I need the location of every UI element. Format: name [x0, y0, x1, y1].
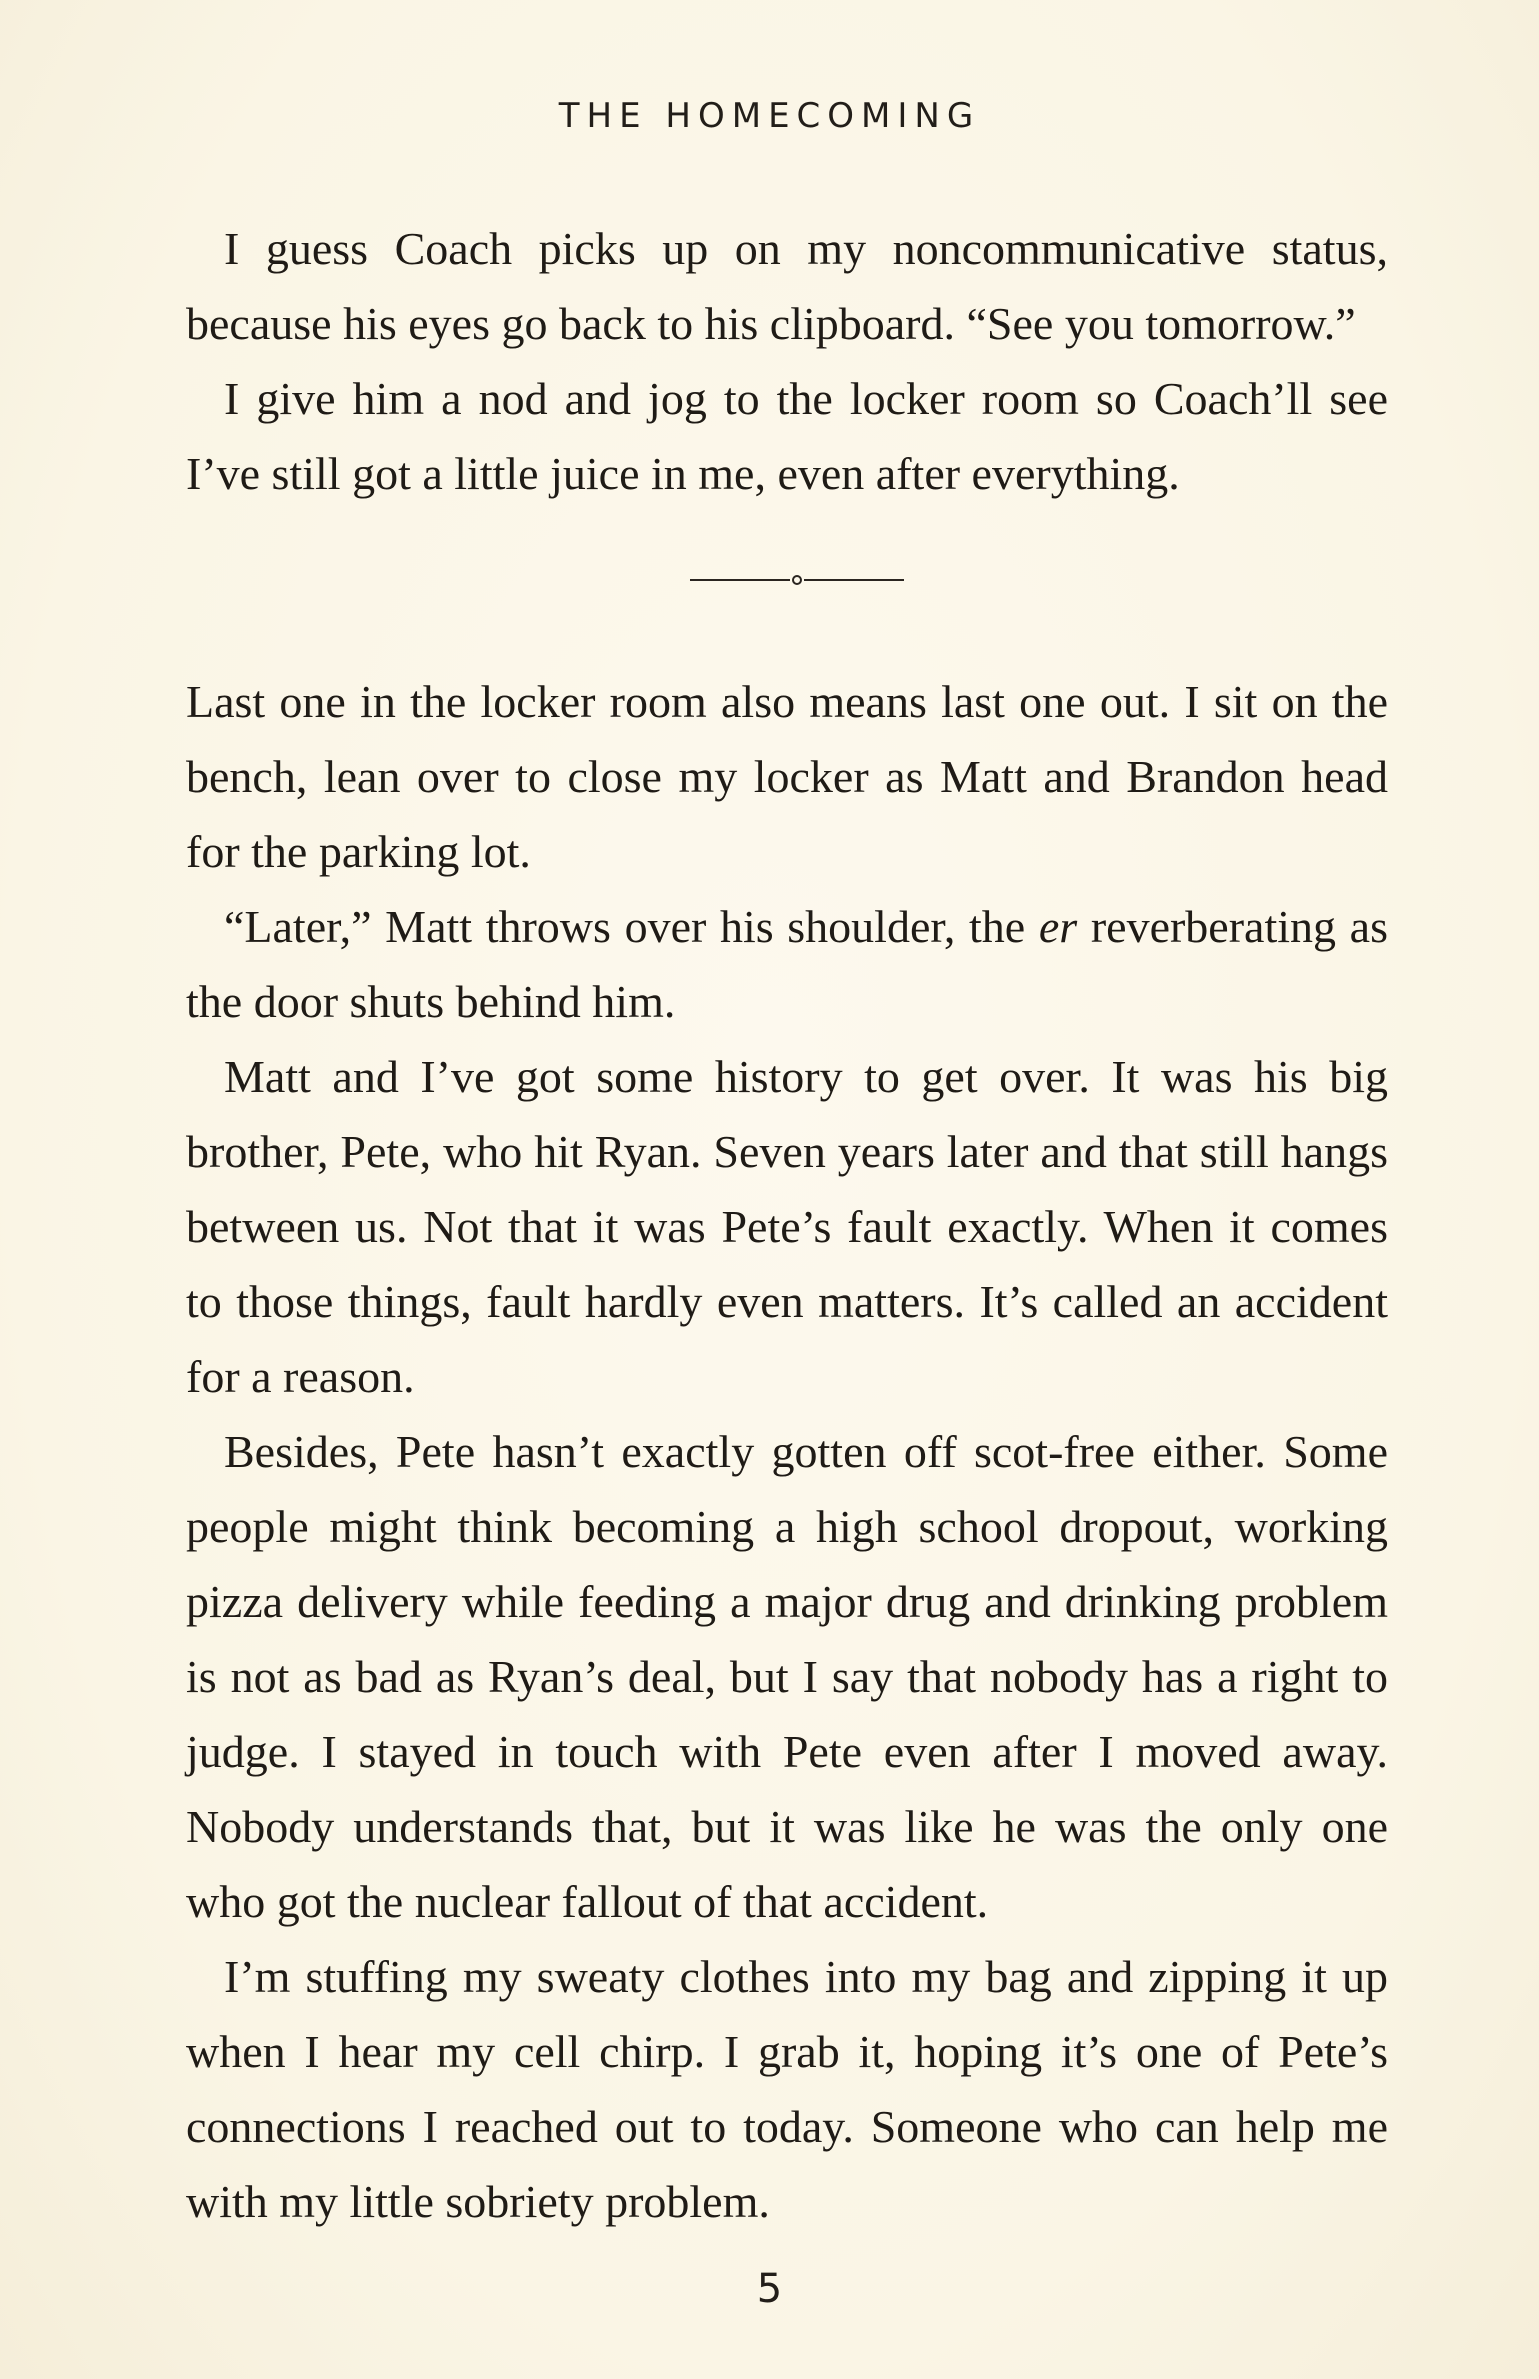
- paragraph: I give him a nod and jog to the locker room so Coach’ll see I’ve still got a little juice in me, even after everything.: [186, 373, 1388, 499]
- paragraph: I guess Coach picks up on my noncommunicative status, because his eyes go back to his clipboard. “See you tomorrow.”: [186, 223, 1388, 349]
- section-two: [186, 664, 1388, 2239]
- paragraph-first: Last one in the locker room also means last one out. I sit on the bench, lean over to close my locker as Matt and Brandon head for the parking lot.: [186, 676, 1388, 877]
- ornament-rule-right: [804, 579, 904, 581]
- running-head: THE HOMECOMING: [558, 96, 981, 136]
- paragraph-text: reverberating as the door shuts behind him.: [186, 901, 1388, 1027]
- ornament-dot-icon: [792, 575, 802, 585]
- paragraph-text: “Later,” Matt throws over his shoulder, the: [224, 901, 1039, 952]
- page-number: 5: [756, 2266, 783, 2312]
- section-one: [186, 211, 1388, 511]
- ornament-rule-left: [690, 579, 790, 581]
- paragraph: [186, 889, 1388, 1039]
- italic-text: er: [1038, 901, 1078, 952]
- paragraph: Matt and I’ve got some history to get over. It was his big brother, Pete, who hit Ryan. Seven years later and that still hangs between us. Not that it was Pete’s fault exactly. When it comes to those things, fault hardly even matters. It’s called an accident for a reason.: [186, 1051, 1388, 1402]
- paragraph: I’m stuffing my sweaty clothes into my bag and zipping it up when I hear my cell chirp. I grab it, hoping it’s one of Pete’s connections I reached out to today. Someone who can help me with my little sobriety problem.: [186, 1951, 1388, 2227]
- paragraph: Besides, Pete hasn’t exactly gotten off scot-free either. Some people might think becoming a high school dropout, working pizza delivery while feeding a major drug and drinking problem is not as bad as Ryan’s deal, but I say that nobody has a right to judge. I stayed in touch with Pete even after I moved away. Nobody understands that, but it was like he was the only one who got the nuclear fallout of that accident.: [186, 1426, 1388, 1927]
- scene-break-ornament: [690, 570, 910, 590]
